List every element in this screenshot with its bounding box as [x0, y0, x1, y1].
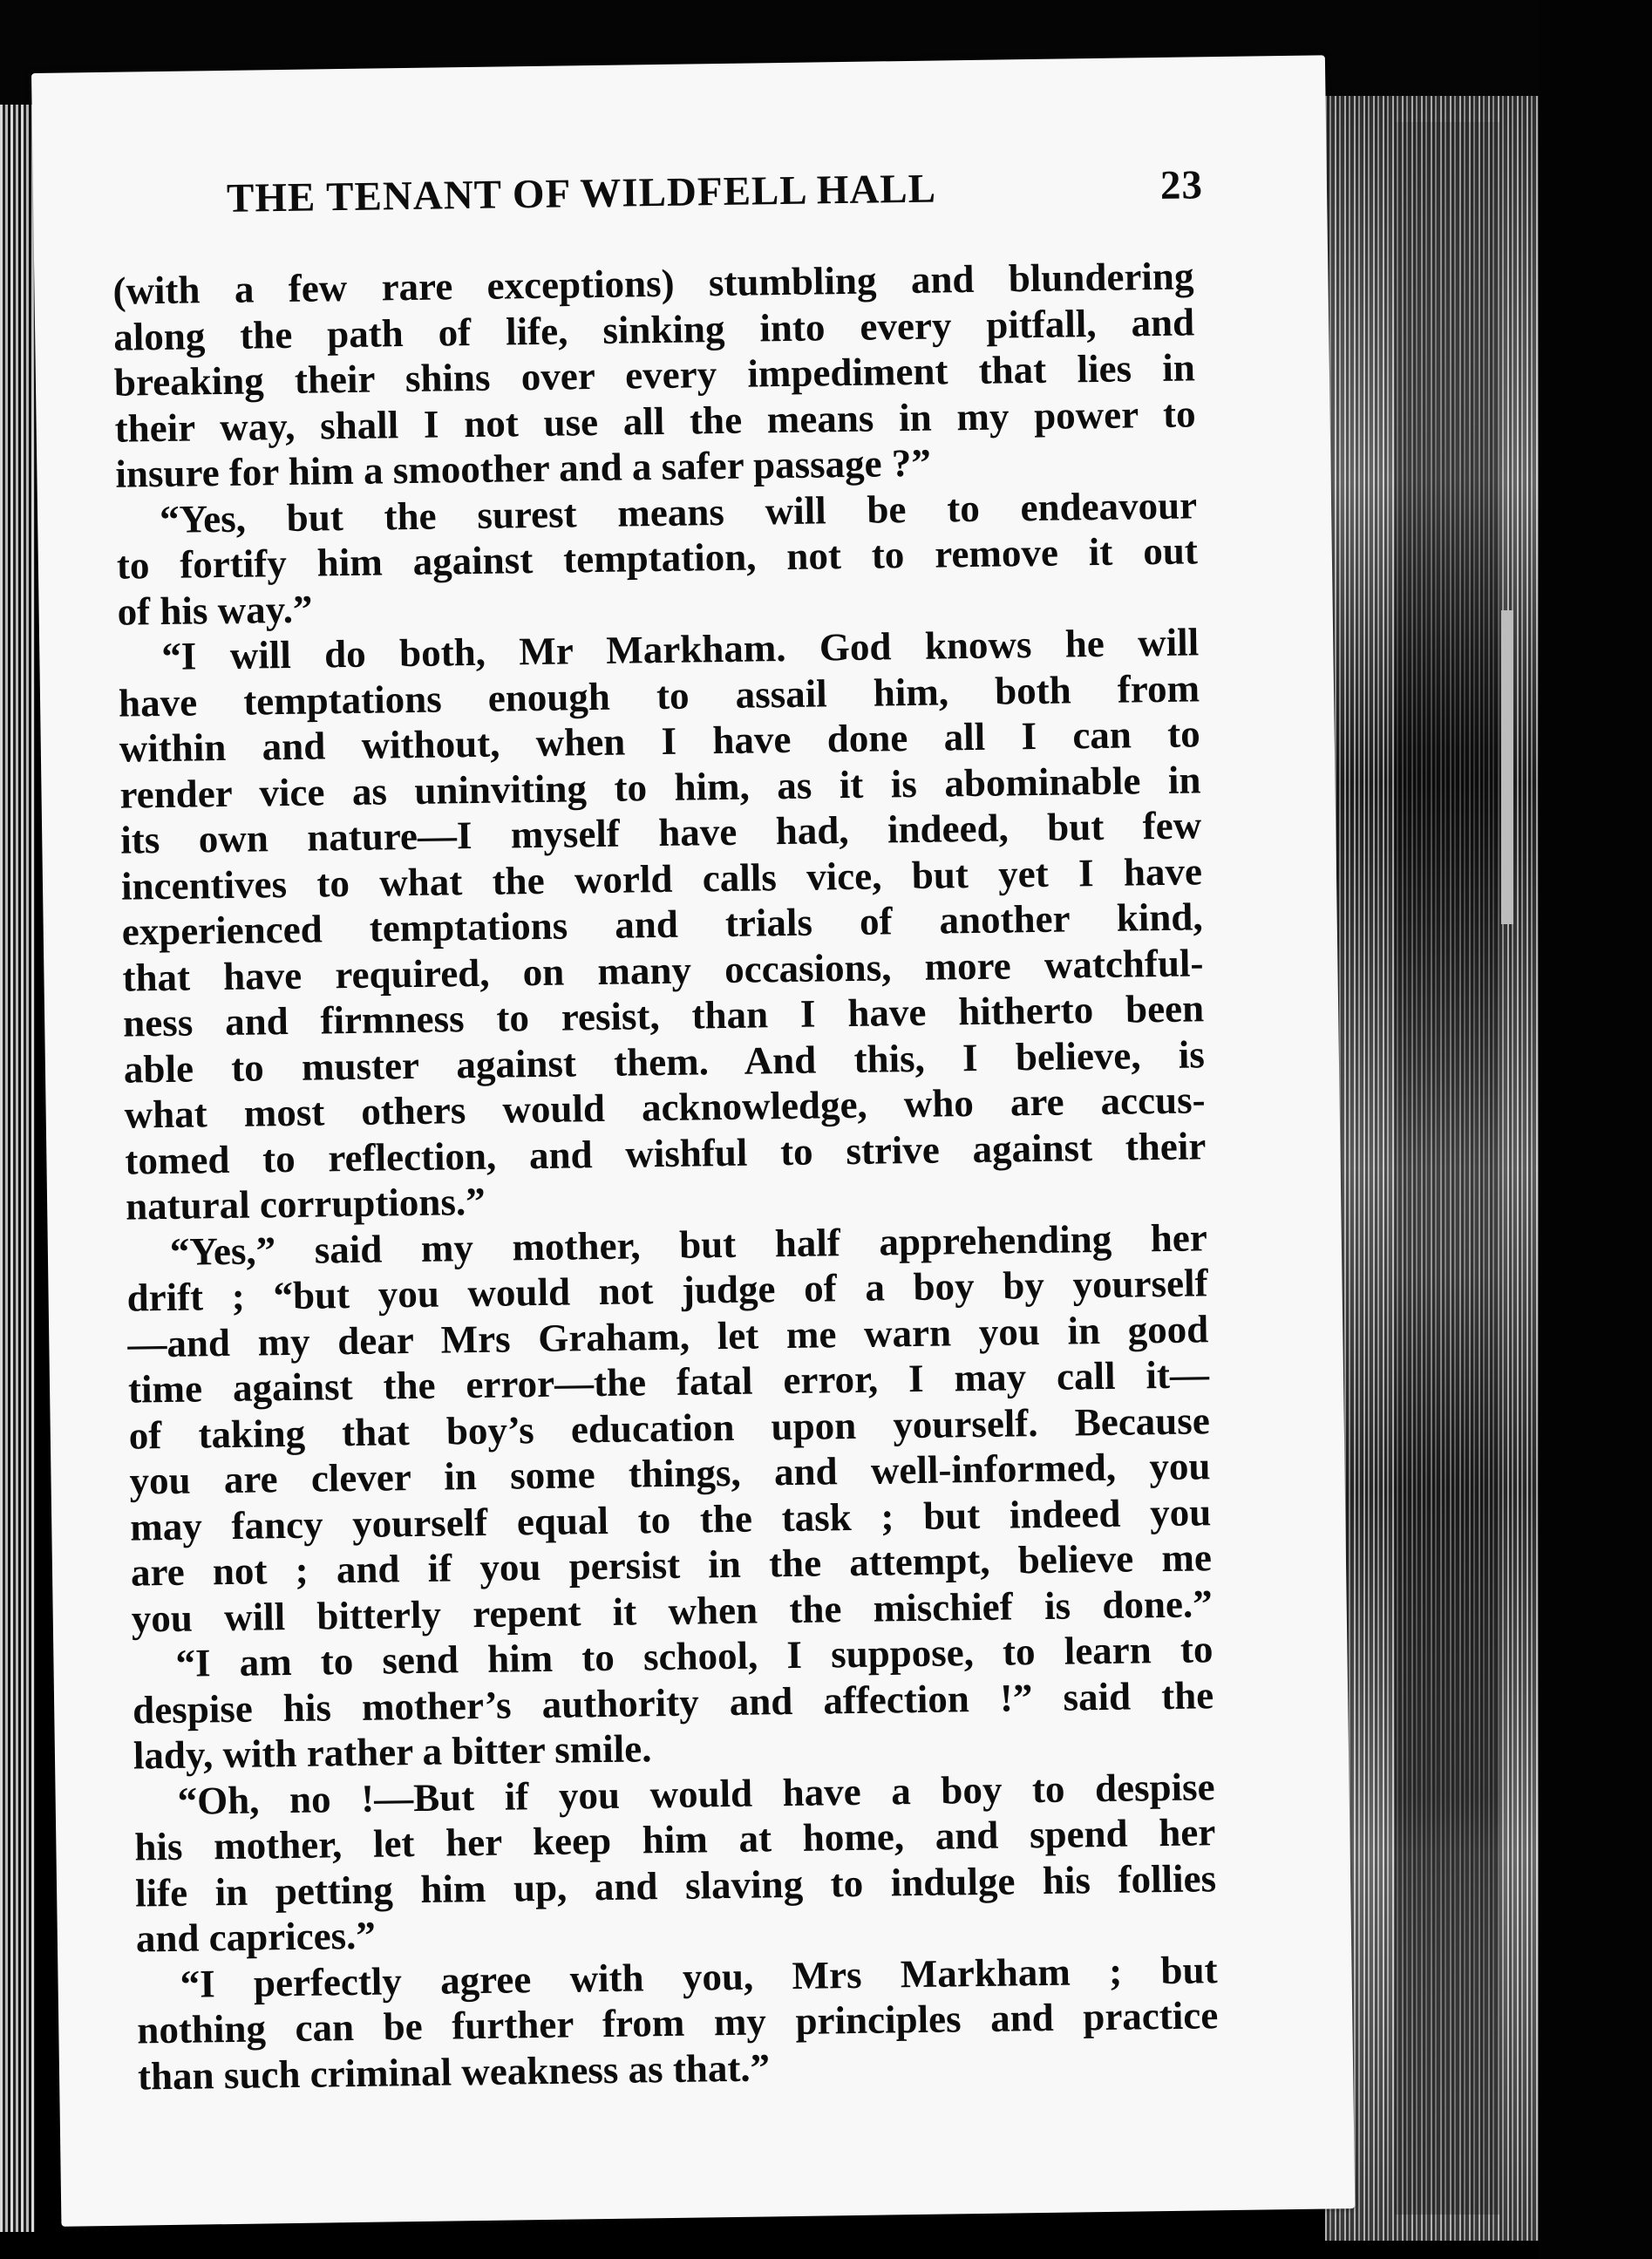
text-line: than such criminal weakness as that.”: [137, 2045, 771, 2099]
running-title: THE TENANT OF WILDFELL HALL: [226, 166, 937, 221]
text-line: along the path of life, sinking into every pitfall, and: [112, 299, 1195, 359]
text-line: render vice as uninviting to him, as it is abominable in: [119, 757, 1201, 817]
text-line: insure for him a smoother and a safer passage ?”: [115, 440, 932, 496]
text-line: tomed to reflection, and wishful to strive against their: [125, 1123, 1207, 1183]
text-line: lady, with rather a bitter smile.: [133, 1726, 652, 1778]
body-text: [112, 253, 1219, 2099]
text-line: experienced temptations and trials of another kind,: [121, 895, 1203, 954]
text-line: what most others would acknowledge, who are accus-: [124, 1078, 1206, 1137]
text-line: you will bitterly repent it when the mischief is done.”: [131, 1581, 1213, 1641]
text-line: of taking that boy’s education upon yourself. Because: [128, 1398, 1211, 1458]
text-line: natural corruptions.”: [125, 1179, 486, 1228]
text-line: may fancy yourself equal to the task ; but indeed you: [129, 1489, 1212, 1549]
text-line: ness and firmness to resist, than I have hitherto been: [122, 986, 1205, 1045]
text-line: its own nature—I myself have had, indeed, but few: [119, 803, 1202, 862]
text-line: nothing can be further from my principles and practice: [137, 1993, 1219, 2052]
text-line: of his way.”: [117, 587, 313, 634]
page-marker: [1501, 610, 1513, 924]
text-line: “Yes,” said my mother, but half apprehending her: [169, 1215, 1208, 1274]
text-line: within and without, when I have done all I can to: [119, 711, 1201, 771]
fore-edge-shadow: [1395, 122, 1499, 2215]
text-line: time against the error—the fatal error, I may call it—: [127, 1352, 1210, 1412]
text-line: “I am to send him to school, I suppose, to learn to: [175, 1627, 1214, 1685]
running-head: [226, 161, 1204, 221]
text-line: able to muster against them. And this, I believe, is: [123, 1031, 1206, 1092]
text-line: breaking their shins over every impediment that lies in: [113, 345, 1196, 405]
text-line: his mother, let her keep him at home, and spend her: [134, 1810, 1216, 1869]
book-page: [31, 55, 1355, 2226]
text-line: to fortify him against temptation, not to remove it out: [116, 528, 1199, 588]
text-line: “Yes, but the surest means will be to endeavour: [159, 482, 1198, 541]
text-line: despise his mother’s authority and affection !” said the: [132, 1672, 1214, 1732]
text-line: incentives to what the world calls vice, but yet I have: [120, 848, 1203, 908]
text-line: that have required, on many occasions, more watchful-: [122, 940, 1204, 1000]
text-line: “Oh, no !—But if you would have a boy to despise: [177, 1764, 1215, 1823]
text-line: drift ; “but you would not judge of a boy by yourself: [126, 1261, 1208, 1320]
scan-background-right: [1539, 0, 1652, 2259]
text-line: are not ; and if you persist in the attempt, believe me: [130, 1535, 1213, 1595]
page-content: [31, 55, 1355, 2226]
text-line: —and my dear Mrs Graham, let me warn you in good: [127, 1306, 1209, 1366]
text-line: (with a few rare exceptions) stumbling and blundering: [112, 254, 1194, 313]
text-line: their way, shall I not use all the means in my power to: [114, 391, 1196, 451]
text-line: and caprices.”: [135, 1913, 377, 1961]
text-line: “I perfectly agree with you, Mrs Markham ; but: [180, 1947, 1218, 2006]
text-line: life in petting him up, and slaving to indulge his follies: [134, 1855, 1217, 1915]
text-line: “I will do both, Mr Markham. God knows he will: [161, 620, 1200, 678]
text-line: have temptations enough to assail him, both from: [118, 665, 1200, 725]
text-line: you are clever in some things, and well-informed, you: [129, 1444, 1211, 1503]
facing-page-edge: [0, 105, 35, 2232]
page-number: 23: [1159, 162, 1204, 208]
